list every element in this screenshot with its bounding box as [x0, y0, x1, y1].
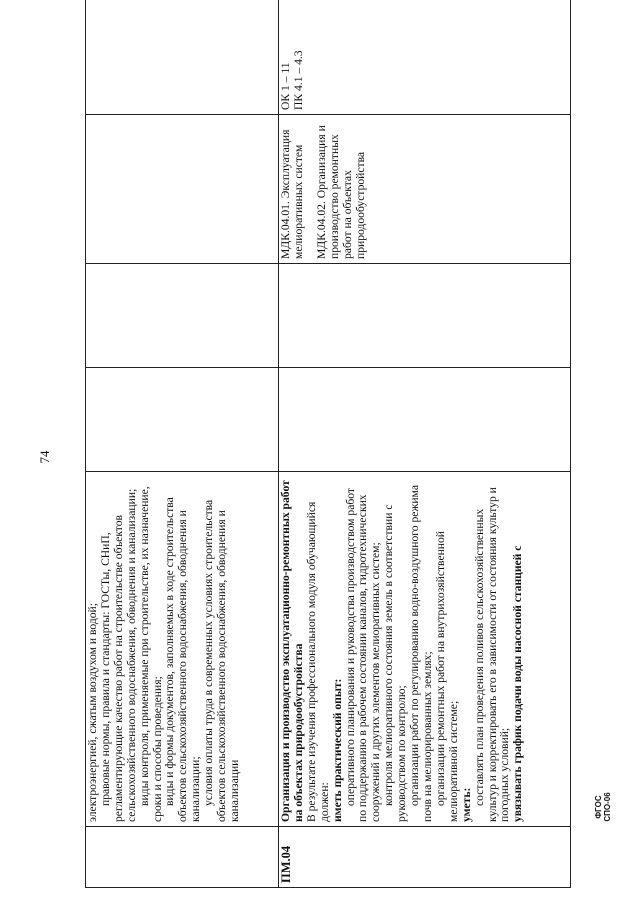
mdk-cell — [86, 115, 279, 264]
mdk-cell — [279, 115, 571, 264]
content-line: правовые нормы, правила и стандарты: ГОСТы, СНиП, регламентирующие качество работ на строительстве объектов сельскохозяйственного водоснабжения, обводнения и канализации; — [98, 488, 138, 822]
content-line: электроэнергией, сжатым воздухом и водой; — [86, 603, 99, 822]
footer-code: ФГОС СПО-06 — [594, 792, 612, 822]
content-intro: В результате изучения профессионального модуля обучающийся должен: — [304, 501, 331, 822]
practice-label: иметь практический опыт: — [330, 678, 344, 822]
module-code-cell — [86, 827, 279, 888]
hours-max-cell — [279, 368, 571, 472]
skills-item: составлять план проведения поливов сельскохозяйственных культур и корректировать его в зависимости от состояния культур и погодных условий; — [472, 487, 512, 822]
module-title: Организация и производство эксплуатационно-ремонтных работ на объектах природообустройства — [279, 480, 305, 822]
content-cell — [279, 472, 571, 827]
content-line: условия оплаты труда в современных условиях строительства объектов сельскохозяйственного водоснабжения, обводнения и канализации — [202, 499, 241, 822]
table-row — [86, 0, 279, 888]
table-row — [279, 0, 571, 888]
skills-item: увязывать график подачи воды насосной станцией с — [511, 545, 525, 822]
mdk-item: МДК.04.02. Организация и производство ремонтных работ на объектах природообустройства — [314, 125, 367, 259]
mdk-item: МДК.04.01. Эксплуатация мелиоративных систем — [279, 129, 305, 259]
page-number: 74 — [37, 450, 52, 464]
practice-item: оперативного планирования и руководства производством работ по поддержанию в рабочем состоянии каналов, гидротехнических сооружений и других элементов мелиоративных систем; — [343, 488, 383, 822]
content-line: виды и формы документов, заполняемых в ходе строительства объектов сельскохозяйственного водоснабжения, обводнения и канализации; — [163, 497, 203, 822]
competency-item: ОК 1 – 11 — [279, 62, 292, 110]
module-code-cell — [279, 827, 571, 888]
hours-class-cell — [279, 264, 571, 368]
competencies-cell — [279, 0, 571, 115]
practice-item: контроля мелиоративного состояния земель в соответствии с руководством по контролю; — [382, 504, 409, 822]
skills-label: уметь: — [459, 787, 473, 822]
hours-class-cell — [86, 264, 279, 368]
practice-item: организации ремонтных работ на внутрихозяйственной мелиоративной системе; — [433, 530, 460, 822]
competencies-cell — [86, 0, 279, 115]
rotated-landscape-page — [85, 26, 564, 888]
hours-max-cell — [86, 368, 279, 472]
competency-item: ПК 4.1 – 4.3 — [291, 50, 305, 110]
curriculum-table — [85, 0, 571, 888]
module-code: ПМ.04 — [279, 845, 293, 883]
content-cell — [86, 472, 279, 827]
content-line: виды контроля, применяемые при строительстве, их назначение, сроки и способы проведения; — [137, 486, 164, 822]
practice-item: организации работ по регулированию водно-воздушного режима почв на мелиорированных землях; — [408, 484, 434, 822]
